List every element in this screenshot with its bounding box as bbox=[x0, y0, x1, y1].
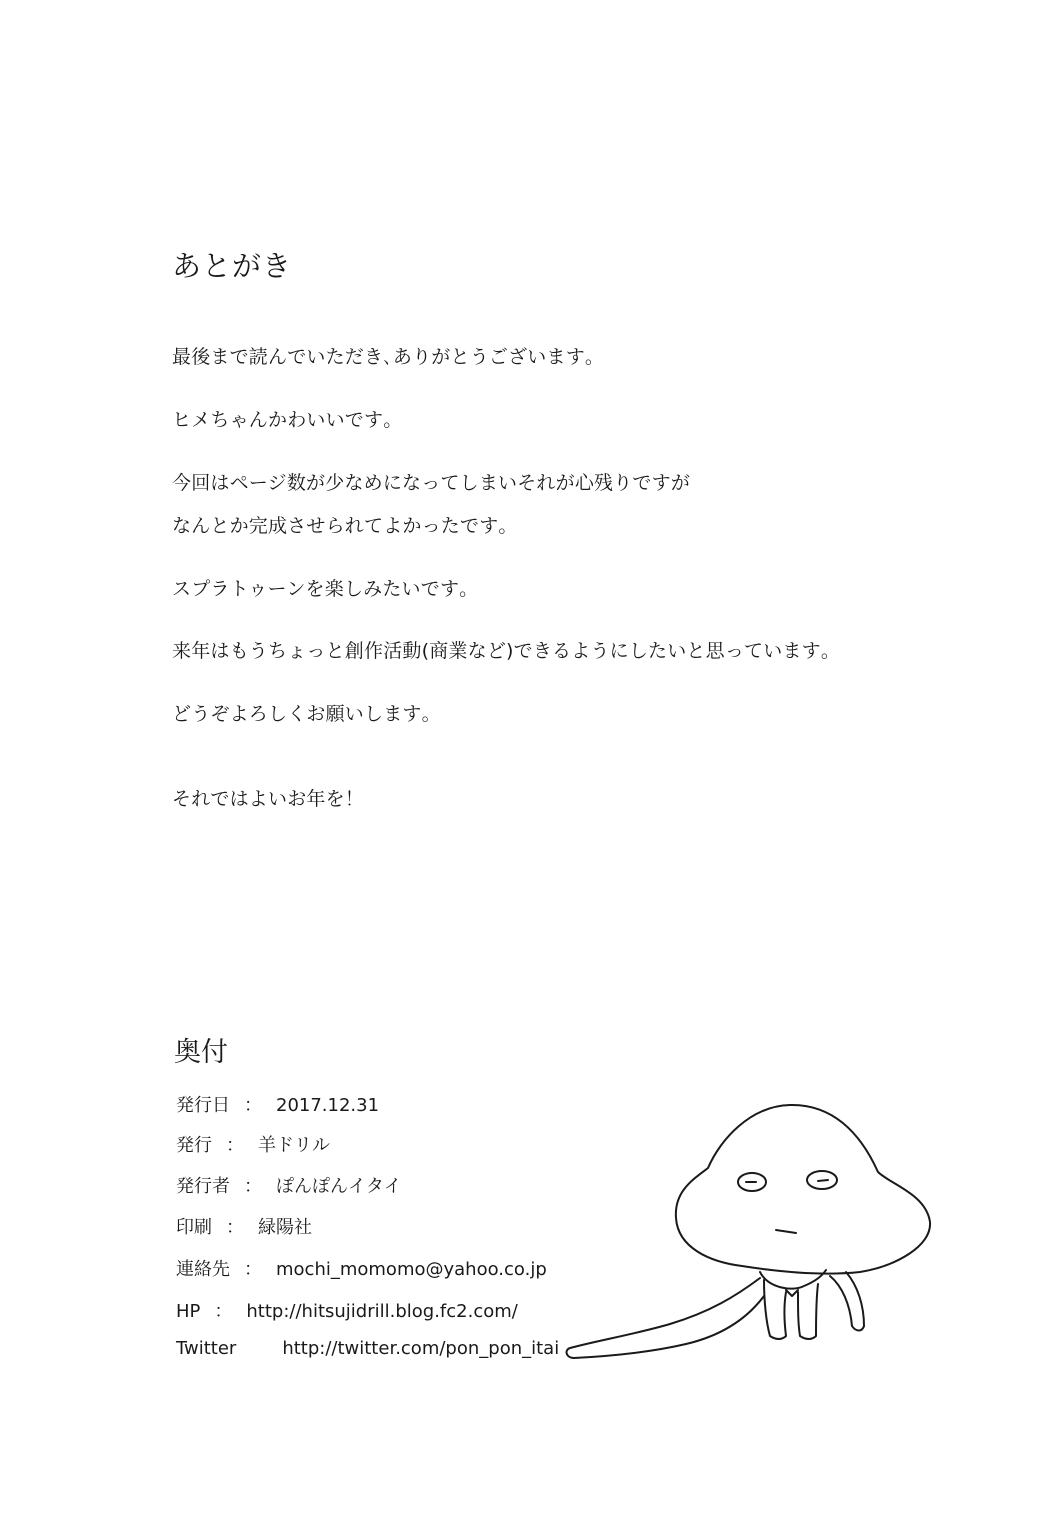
afterword-paragraph-7: それではよいお年を！ bbox=[172, 788, 365, 810]
afterword-title: あとがき bbox=[172, 249, 293, 283]
mascot-leg-3 bbox=[830, 1272, 864, 1331]
colophon-row-printer bbox=[176, 1213, 312, 1239]
colophon-value: mochi_momomo@yahoo.co.jp bbox=[276, 1259, 547, 1280]
colophon-label: 発行 bbox=[176, 1135, 212, 1156]
mascot-leg-1 bbox=[764, 1280, 786, 1339]
afterword-paragraph-4: スプラトゥーンを楽しみたいです｡ bbox=[172, 578, 469, 600]
colophon-label: 発行者 bbox=[176, 1176, 230, 1197]
mascot-doodle-illustration bbox=[560, 1100, 940, 1370]
colophon-label: 発行日 bbox=[176, 1095, 230, 1116]
colophon-separator: ： bbox=[244, 1095, 262, 1116]
mascot-head-outline bbox=[676, 1105, 930, 1274]
colophon-value: 緑陽社 bbox=[258, 1217, 312, 1238]
mascot-leg-2 bbox=[798, 1284, 818, 1339]
colophon-value: http://twitter.com/pon_pon_itai bbox=[282, 1338, 560, 1359]
colophon-separator: ： bbox=[226, 1135, 244, 1156]
mascot-mouth bbox=[776, 1230, 796, 1233]
colophon-row-contact bbox=[176, 1255, 547, 1281]
colophon-row-date bbox=[176, 1091, 379, 1117]
colophon-title: 奥付 bbox=[174, 1037, 228, 1068]
colophon-label: 連絡先 bbox=[176, 1259, 230, 1280]
colophon-label: HP bbox=[176, 1301, 201, 1322]
mascot-collar-mark bbox=[786, 1290, 798, 1296]
colophon-value: 羊ドリル bbox=[258, 1135, 330, 1156]
afterword-paragraph-1: 最後まで読んでいただき､ありがとうございます｡ bbox=[172, 346, 595, 368]
colophon-label: 印刷 bbox=[176, 1217, 212, 1238]
colophon-row-twitter bbox=[176, 1338, 559, 1359]
afterword-paragraph-3a: 今回はページ数が少なめになってしまいそれが心残りですが bbox=[172, 472, 691, 494]
colophon-row-homepage bbox=[176, 1297, 518, 1323]
colophon-separator: ： bbox=[226, 1217, 244, 1238]
colophon-value: http://hitsujidrill.blog.fc2.com/ bbox=[246, 1301, 518, 1322]
colophon-label: Twitter bbox=[176, 1338, 237, 1359]
afterword-paragraph-3b: なんとか完成させられてよかったです｡ bbox=[172, 515, 509, 537]
colophon-row-publisher bbox=[176, 1131, 330, 1157]
colophon-separator: ： bbox=[244, 1176, 262, 1197]
mascot-right-eye-mark bbox=[818, 1180, 828, 1181]
mascot-tail bbox=[567, 1278, 764, 1358]
colophon-separator: ： bbox=[244, 1259, 262, 1280]
colophon-row-author bbox=[176, 1172, 402, 1198]
afterword-paragraph-5: 来年はもうちょっと創作活動(商業など)できるようにしたいと思っています｡ bbox=[172, 640, 831, 662]
colophon-value: 2017.12.31 bbox=[276, 1095, 380, 1116]
afterword-paragraph-2: ヒメちゃんかわいいです｡ bbox=[172, 409, 393, 431]
afterword-paragraph-6: どうぞよろしくお願いします｡ bbox=[172, 703, 432, 725]
colophon-separator: ： bbox=[214, 1301, 233, 1322]
colophon-value: ぽんぽんイタイ bbox=[276, 1176, 402, 1197]
